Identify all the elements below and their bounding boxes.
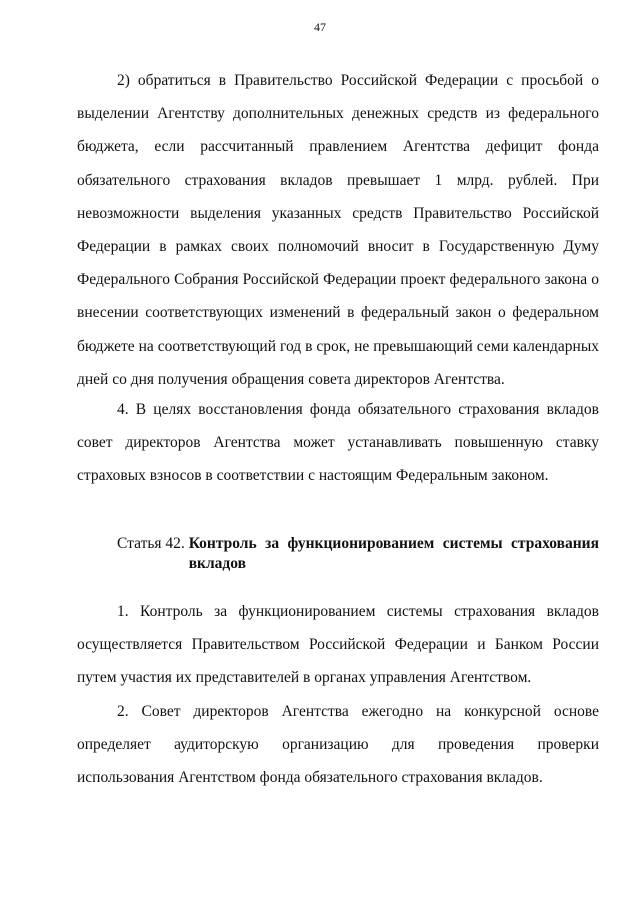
paragraph-item-4: 4. В целях восстановления фонда обязательного страхования вкладов совет директоров Агентства может устанавливать повышенную ставку страховых взносов в соответствии с настоящим Федеральным законом.: [77, 401, 599, 485]
article-heading: [117, 534, 599, 574]
paragraph-article-42-2: 2. Совет директоров Агентства ежегодно на конкурсной основе определяет аудиторскую организацию для проведения проверки использования Агентством фонда обязательного страхования вкладов.: [77, 703, 599, 787]
page-number: 47: [314, 20, 326, 34]
paragraph-article-42-1: 1. Контроль за функционированием системы страхования вкладов осуществляется Правительством Российской Федерации и Банком России путем участия их представителей в органах управления Агентством.: [77, 603, 599, 687]
article-title: Контроль за функционированием системы страхования вкладов: [188, 535, 599, 572]
paragraph-item-2: 2) обратиться в Правительство Российской Федерации с просьбой о выделении Агентству дополнительных денежных средств из федерального бюджета, если рассчитанный правлением Агентства дефицит фонда обязательного страхования вкладов превышает 1 млрд. рублей. При невозможности выделения указанных средств Правительство Российской Федерации в рамках своих полномочий вносит в Государственную Думу Федерального Собрания Российской Федерации проект федерального закона о внесении соответствующих изменений в федеральный закон о федеральном бюджете на соответствующий год в срок, не превышающий семи календарных дней со дня получения обращения совета директоров Агентства.: [77, 72, 599, 388]
article-number: Статья 42.: [117, 535, 185, 552]
